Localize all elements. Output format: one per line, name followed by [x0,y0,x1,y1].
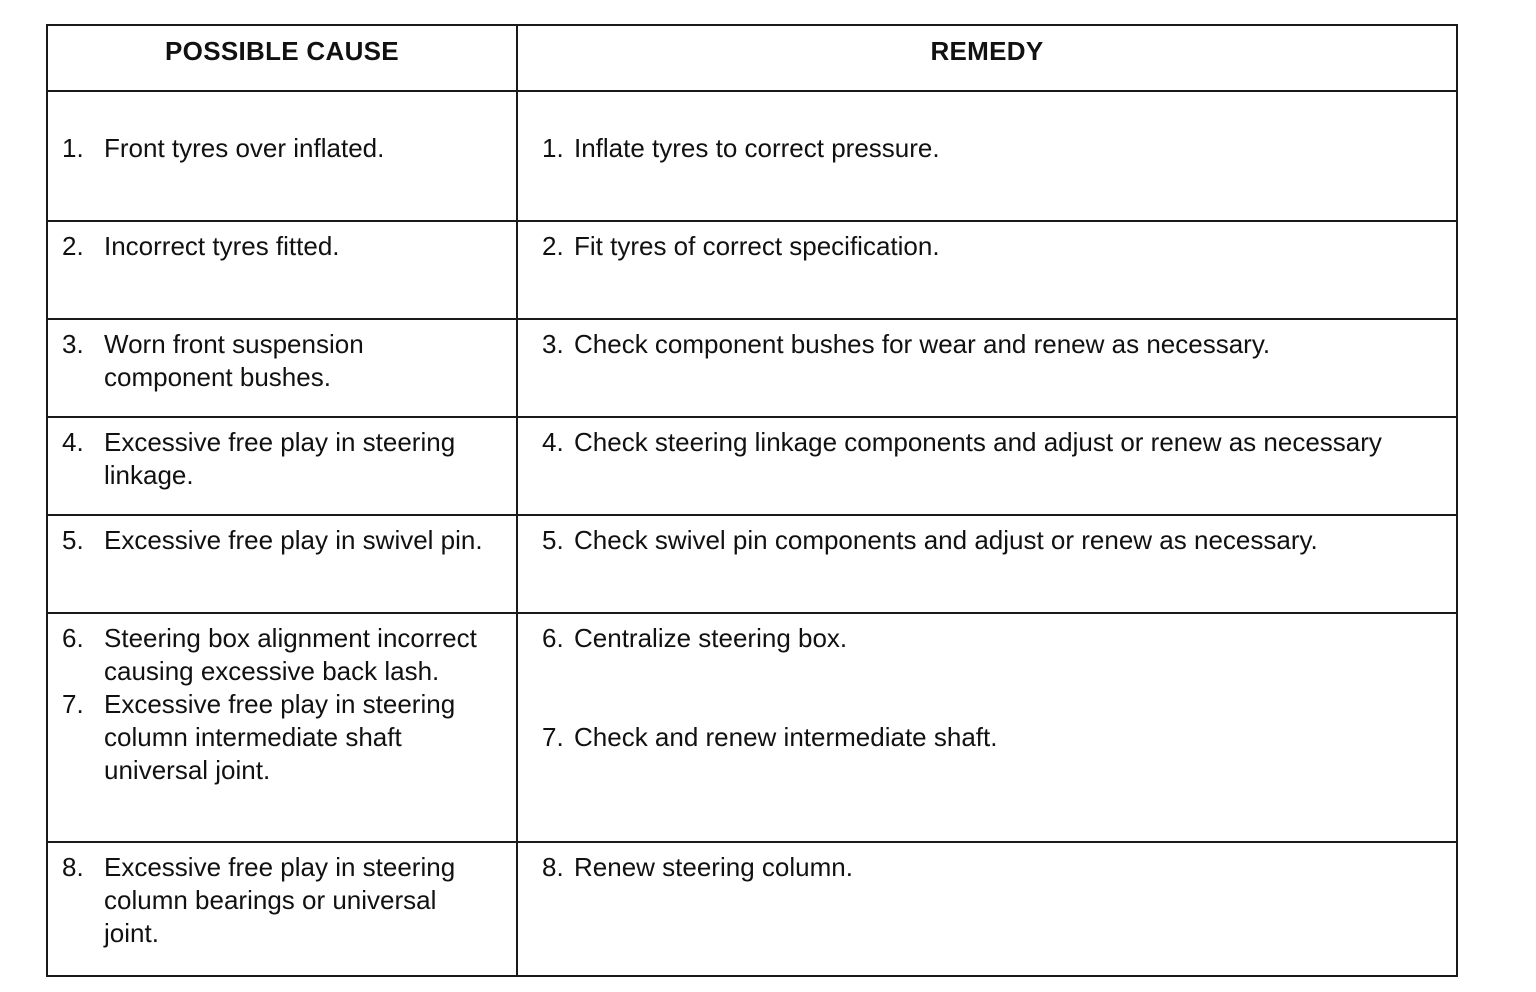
cause-item [48,524,516,557]
remedy-item [518,851,1456,884]
item-number: 5. [62,525,84,555]
remedy-cell [517,613,1457,842]
cause-item [48,328,516,394]
cause-item [48,688,516,787]
item-number: 8. [62,852,84,882]
remedy-text: Fit tyres of correct specification. [574,231,940,261]
cause-cell [47,221,517,319]
item-number: 5. [542,525,564,555]
remedy-cell [517,515,1457,613]
cause-item [48,851,516,950]
item-number: 7. [62,689,84,719]
cause-cell [47,417,517,515]
cause-text: Excessive free play in steering column bearings or universal joint. [104,852,456,948]
cause-text: Excessive free play in swivel pin. [104,525,483,555]
remedy-cell [517,91,1457,221]
item-number: 2. [542,231,564,261]
remedy-cell [517,417,1457,515]
item-number: 8. [542,852,564,882]
cause-text: Excessive free play in steering column intermediate shaft universal joint. [104,689,456,785]
remedy-text: Check swivel pin components and adjust or renew as necessary. [574,525,1318,555]
remedy-cell [517,842,1457,976]
remedy-item [518,230,1456,263]
cause-text: Steering box alignment incorrect causing excessive back lash. [104,623,477,686]
item-number: 3. [62,329,84,359]
remedy-text: Check and renew intermediate shaft. [574,722,998,752]
remedy-cell [517,319,1457,417]
table-row [47,417,1457,515]
cause-cell [47,515,517,613]
remedy-cell [517,221,1457,319]
remedy-item [518,524,1456,557]
cause-cell [47,613,517,842]
remedy-text: Inflate tyres to correct pressure. [574,133,940,163]
item-number: 1. [62,133,84,163]
remedy-item [518,622,1456,721]
cause-cell [47,319,517,417]
header-remedy: REMEDY [517,25,1457,91]
item-number: 6. [542,623,564,653]
cause-cell [47,91,517,221]
cause-item [48,426,516,492]
table-row [47,319,1457,417]
cause-text: Worn front suspension component bushes. [104,329,364,392]
table-row [47,613,1457,842]
remedy-text: Check steering linkage components and adjust or renew as necessary [574,427,1382,457]
item-number: 4. [542,427,564,457]
header-possible-cause: POSSIBLE CAUSE [47,25,517,91]
item-number: 4. [62,427,84,457]
cause-text: Front tyres over inflated. [104,133,385,163]
cause-item [48,622,516,688]
table-row [47,221,1457,319]
cause-text: Excessive free play in steering linkage. [104,427,456,490]
remedy-item [518,721,1456,754]
troubleshooting-table [46,24,1458,977]
remedy-item [518,328,1456,361]
item-number: 3. [542,329,564,359]
cause-cell [47,842,517,976]
header-row [47,25,1457,91]
table-row [47,515,1457,613]
table-row [47,842,1457,976]
remedy-item [518,426,1456,459]
item-number: 2. [62,231,84,261]
item-number: 6. [62,623,84,653]
item-number: 7. [542,722,564,752]
cause-item [48,230,516,263]
remedy-item [518,132,1456,165]
remedy-text: Check component bushes for wear and renew as necessary. [574,329,1271,359]
table-row [47,91,1457,221]
remedy-text: Renew steering column. [574,852,853,882]
remedy-text: Centralize steering box. [574,623,848,653]
cause-item [48,132,516,165]
cause-text: Incorrect tyres fitted. [104,231,340,261]
item-number: 1. [542,133,564,163]
